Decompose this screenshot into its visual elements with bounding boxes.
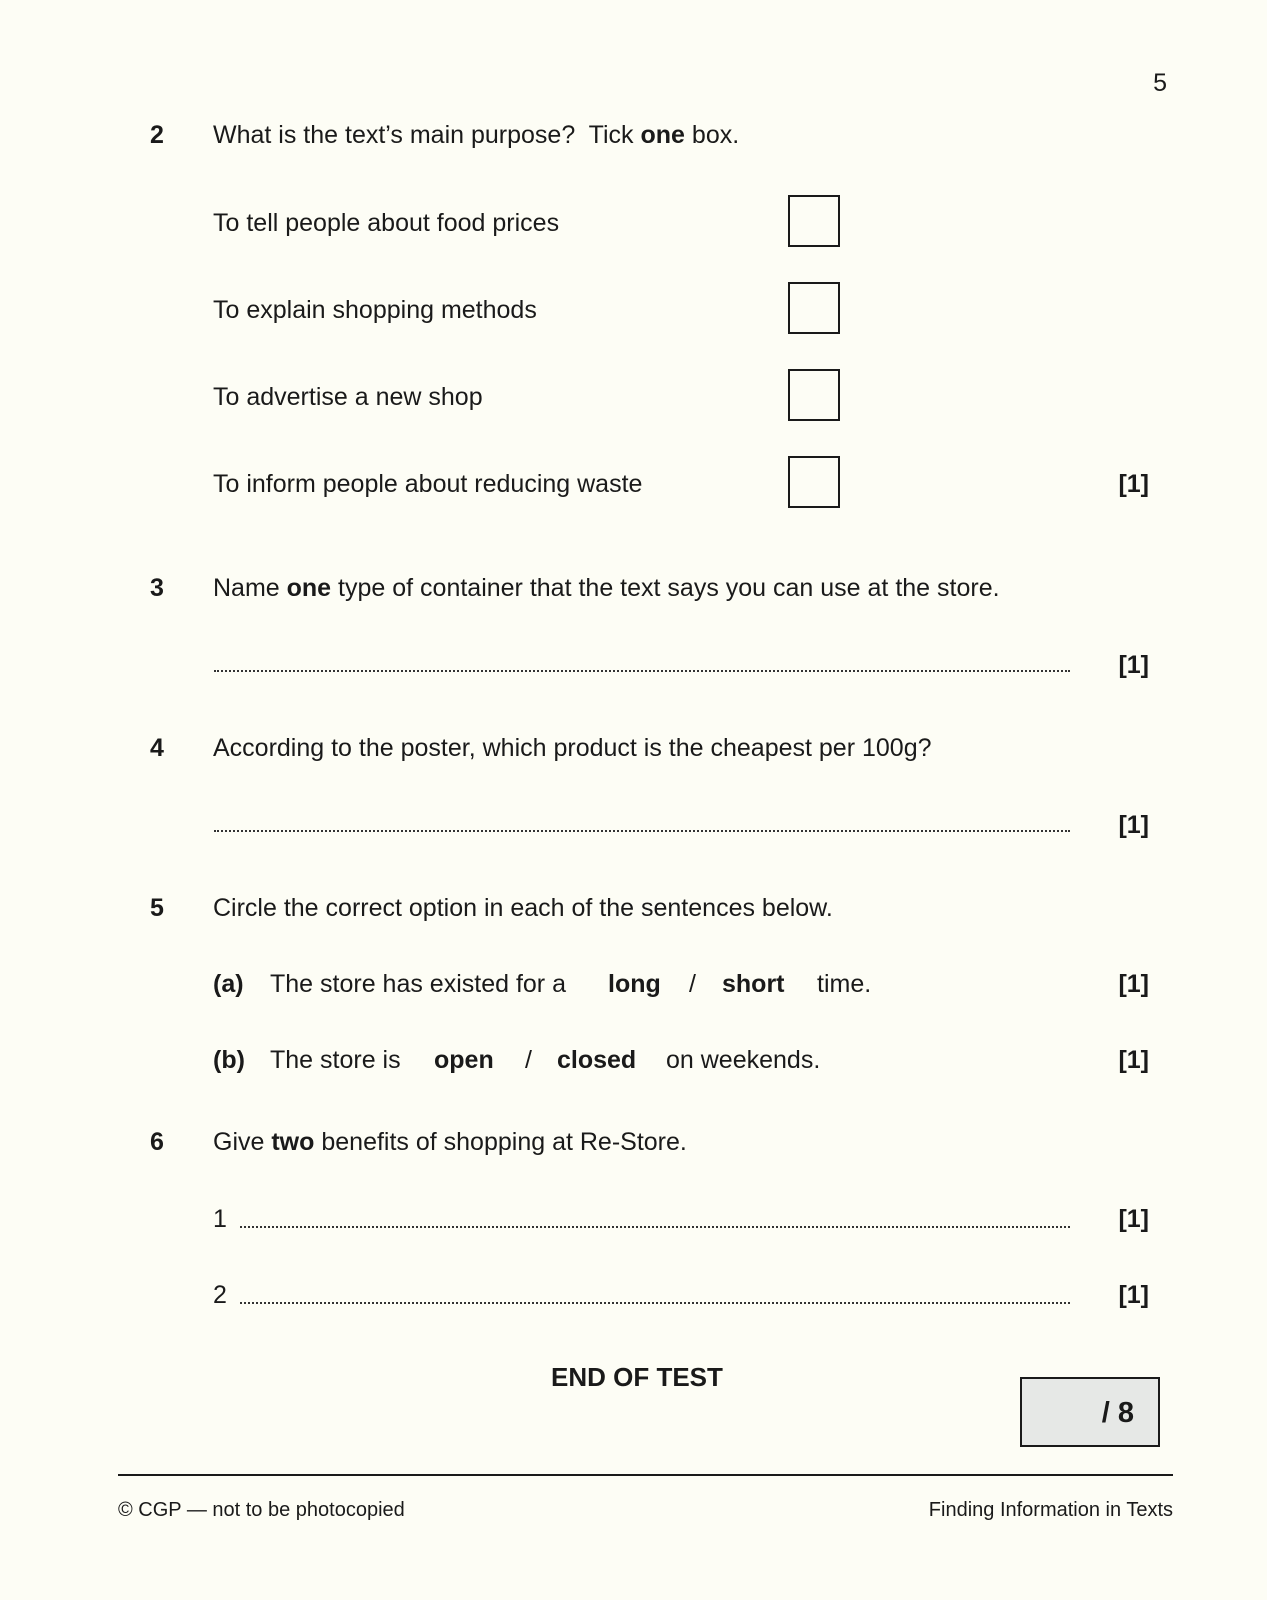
- q5b-text-end: on weekends.: [666, 1046, 821, 1074]
- footer-copyright: © CGP — not to be photocopied: [118, 1499, 405, 1521]
- question-4-number: 4: [150, 734, 164, 762]
- q5b-option-open[interactable]: open: [434, 1046, 494, 1074]
- question-2-prompt: [213, 120, 739, 150]
- question-6-prompt-bold: two: [271, 1128, 315, 1156]
- footer-rule: [118, 1474, 1173, 1476]
- q5b-label: (b): [213, 1046, 245, 1074]
- q2-option-2-checkbox[interactable]: [788, 282, 840, 334]
- q6-answer-line-1[interactable]: [240, 1226, 1070, 1228]
- question-3-prompt-start: Name: [213, 574, 287, 602]
- q5a-text-end: time.: [817, 970, 872, 998]
- end-of-test-heading: END OF TEST: [551, 1362, 723, 1392]
- q2-option-4-label: To inform people about reducing waste: [213, 470, 643, 498]
- footer-section-title: Finding Information in Texts: [928, 1499, 1173, 1521]
- question-3-number: 3: [150, 574, 164, 602]
- score-total: / 8: [1101, 1397, 1134, 1429]
- question-2-prompt-start: What is the text’s main purpose? Tick: [213, 121, 641, 149]
- q2-option-1-label: To tell people about food prices: [213, 209, 560, 237]
- q5a-text-start: The store has existed for a: [270, 970, 566, 998]
- question-2-number: 2: [150, 121, 164, 149]
- question-5-number: 5: [150, 894, 164, 922]
- question-6-prompt-end: benefits of shopping at Re-Store.: [314, 1128, 687, 1156]
- q6-marks-2: [1]: [1118, 1281, 1149, 1309]
- question-6-prompt: [213, 1127, 687, 1157]
- q5a-option-short[interactable]: short: [722, 970, 785, 998]
- q3-marks: [1]: [1118, 651, 1149, 679]
- question-3-prompt-end: type of container that the text says you can use at the store.: [331, 574, 1000, 602]
- q2-option-2-label: To explain shopping methods: [213, 296, 537, 324]
- q6-line-2-label: 2: [213, 1281, 227, 1309]
- page-number: 5: [1153, 69, 1167, 97]
- q5b-option-closed[interactable]: closed: [557, 1046, 637, 1074]
- q6-marks-1: [1]: [1118, 1205, 1149, 1233]
- q4-marks: [1]: [1118, 811, 1149, 839]
- question-3-prompt: [213, 573, 1000, 603]
- q4-answer-line[interactable]: [214, 830, 1070, 832]
- score-box: [1020, 1377, 1160, 1447]
- q5b-text-start: The store is: [270, 1046, 401, 1074]
- q2-option-1-checkbox[interactable]: [788, 195, 840, 247]
- q3-answer-line[interactable]: [214, 670, 1070, 672]
- q5a-option-long[interactable]: long: [608, 970, 661, 998]
- q6-line-1-label: 1: [213, 1205, 227, 1233]
- question-5-prompt: Circle the correct option in each of the sentences below.: [213, 894, 833, 922]
- question-2-prompt-bold: one: [640, 121, 685, 149]
- q2-option-4-checkbox[interactable]: [788, 456, 840, 508]
- q2-option-3-checkbox[interactable]: [788, 369, 840, 421]
- q5b-slash: /: [525, 1046, 532, 1074]
- q2-marks: [1]: [1118, 470, 1149, 498]
- q5a-marks: [1]: [1118, 970, 1149, 998]
- question-6-prompt-start: Give: [213, 1128, 272, 1156]
- question-6-number: 6: [150, 1128, 164, 1156]
- question-2-prompt-end: box.: [684, 121, 740, 149]
- question-3-prompt-bold: one: [286, 574, 332, 602]
- q2-option-3-label: To advertise a new shop: [213, 383, 483, 411]
- question-4-prompt: According to the poster, which product is the cheapest per 100g?: [213, 734, 932, 762]
- q5b-marks: [1]: [1118, 1046, 1149, 1074]
- q6-answer-line-2[interactable]: [240, 1302, 1070, 1304]
- q5a-slash: /: [689, 970, 696, 998]
- q5a-label: (a): [213, 970, 244, 998]
